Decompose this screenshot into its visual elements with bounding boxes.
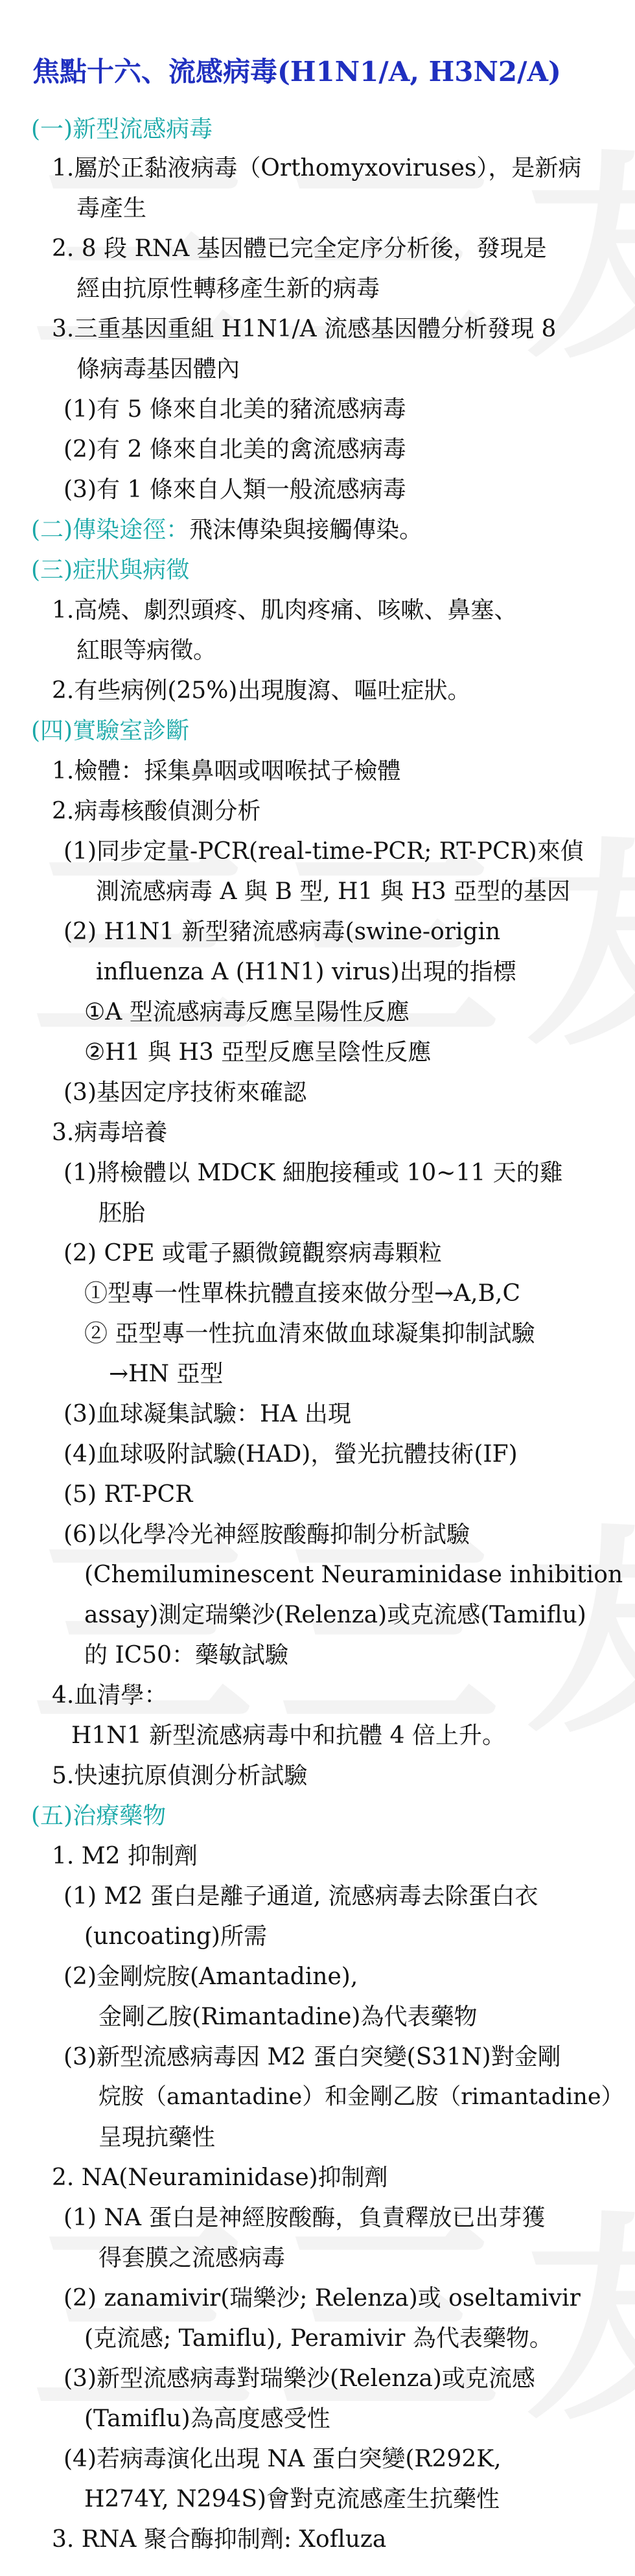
body-line: 呈現抗藥性: [98, 2124, 216, 2151]
body-line: 金剛乙胺(Rimantadine)為代表藥物: [98, 2004, 478, 2030]
body-line: (Tamiflu)為高度感受性: [84, 2406, 330, 2432]
body-line: 1.屬於正黏液病毒（Orthomyxoviruses），是新病: [52, 155, 582, 181]
body-line: (Chemiluminescent Neuraminidase inhibition: [84, 1562, 623, 1588]
body-line: 1.檢體：採集鼻咽或咽喉拭子檢體: [52, 758, 401, 784]
body-line: 2. 8 段 RNA 基因體已完全定序分析後，發現是: [52, 235, 547, 262]
body-line: 紅眼等病徵。: [76, 637, 217, 664]
body-line: 5.快速抗原偵測分析試驗: [52, 1762, 308, 1789]
body-line: (1)將檢體以 MDCK 細胞接種或 10~11 天的雞: [64, 1160, 563, 1186]
section-heading-text: 飛沫傳染與接觸傳染。: [189, 517, 423, 543]
body-line: (2) zanamivir(瑞樂沙; Relenza)或 oseltamivir: [64, 2285, 581, 2312]
body-line: 1.高燒、劇烈頭疼、肌肉疼痛、咳嗽、鼻塞、: [52, 597, 518, 624]
body-line: 測流感病毒 A 與 B 型, H1 與 H3 亞型的基因: [96, 878, 571, 905]
body-line: (2)金剛烷胺(Amantadine),: [64, 1963, 358, 1990]
body-line: (克流感; Tamiflu), Peramivir 為代表藥物。: [84, 2325, 553, 2352]
body-line: (2) H1N1 新型豬流感病毒(swine-origin: [64, 919, 501, 945]
section-heading-label: (二)傳染途徑：: [31, 517, 190, 543]
body-line: (5) RT-PCR: [64, 1481, 193, 1508]
body-line: (3)有 1 條來自人類一般流感病毒: [64, 476, 406, 503]
body-line: (3)基因定序技術來確認: [64, 1079, 306, 1106]
body-line: 烷胺（amantadine）和金剛乙胺（rimantadine）: [98, 2084, 624, 2110]
body-line: (3)血球凝集試驗：HA 出現: [64, 1401, 351, 1427]
body-line: 條病毒基因體內: [76, 356, 240, 382]
body-line: (3)新型流感病毒因 M2 蛋白突變(S31N)對金剛: [64, 2044, 561, 2070]
section-heading: (四)實驗室診斷: [31, 718, 190, 744]
body-line: (4)血球吸附試驗(HAD)，螢光抗體技術(IF): [64, 1441, 518, 1468]
body-line: (1)同步定量-PCR(real-time-PCR; RT-PCR)來偵: [64, 838, 584, 865]
body-line: 2.有些病例(25%)出現腹瀉、嘔吐症狀。: [52, 677, 471, 704]
body-line: influenza A (H1N1) virus)出現的指標: [96, 959, 516, 985]
section-heading: [31, 517, 422, 543]
body-line: 得套膜之流感病毒: [98, 2245, 286, 2271]
body-line: 3.病毒培養: [52, 1119, 168, 1146]
section-heading: (五)治療藥物: [31, 1803, 167, 1829]
body-line: (uncoating)所需: [84, 1923, 267, 1950]
body-line: 毒產生: [76, 195, 147, 222]
section-heading: (一)新型流感病毒: [31, 116, 213, 143]
body-line: H274Y, N294S)會對克流感產生抗藥性: [84, 2486, 500, 2512]
body-line: 的 IC50：藥敏試驗: [84, 1642, 289, 1669]
body-line: (4)若病毒演化出現 NA 蛋白突變(R292K,: [64, 2446, 502, 2472]
body-line: →HN 亞型: [109, 1361, 224, 1387]
body-line: 3. RNA 聚合酶抑制劑: Xofluza: [52, 2526, 387, 2553]
body-line: ② 亞型專一性抗血清來做血球凝集抑制試驗: [84, 1320, 535, 1347]
body-line: ①型專一性單株抗體直接來做分型→A,B,C: [84, 1280, 521, 1307]
body-line: H1N1 新型流感病毒中和抗體 4 倍上升。: [71, 1722, 505, 1749]
body-line: (6)以化學冷光神經胺酸酶抑制分析試驗: [64, 1521, 470, 1548]
body-line: ①A 型流感病毒反應呈陽性反應: [84, 999, 410, 1025]
page-title: 焦點十六、流感病毒(H1N1/A, H3N2/A): [32, 56, 561, 88]
body-line: (3)新型流感病毒對瑞樂沙(Relenza)或克流感: [64, 2365, 535, 2392]
body-line: 經由抗原性轉移產生新的病毒: [76, 275, 380, 302]
body-line: 2.病毒核酸偵測分析: [52, 798, 261, 825]
section-heading: (三)症狀與病徵: [31, 557, 190, 583]
body-line: (2) CPE 或電子顯微鏡觀察病毒顆粒: [64, 1240, 442, 1267]
body-line: 4.血清學：: [52, 1682, 168, 1709]
body-line: 3.三重基因重組 H1N1/A 流感基因體分析發現 8: [52, 316, 557, 342]
body-line: (1) NA 蛋白是神經胺酸酶，負責釋放已出芽獲: [64, 2205, 546, 2231]
body-line: ②H1 與 H3 亞型反應呈陰性反應: [84, 1039, 432, 1066]
body-line: (2)有 2 條來自北美的禽流感病毒: [64, 436, 406, 463]
body-line: 胚胎: [98, 1200, 146, 1226]
body-line: 1. M2 抑制劑: [52, 1843, 198, 1869]
body-line: assay)測定瑞樂沙(Relenza)或克流感(Tamiflu): [84, 1602, 586, 1628]
body-line: (1)有 5 條來自北美的豬流感病毒: [64, 396, 406, 423]
body-line: 2. NA(Neuraminidase)抑制劑: [52, 2164, 388, 2191]
body-line: (1) M2 蛋白是離子通道, 流感病毒去除蛋白衣: [64, 1883, 538, 1910]
